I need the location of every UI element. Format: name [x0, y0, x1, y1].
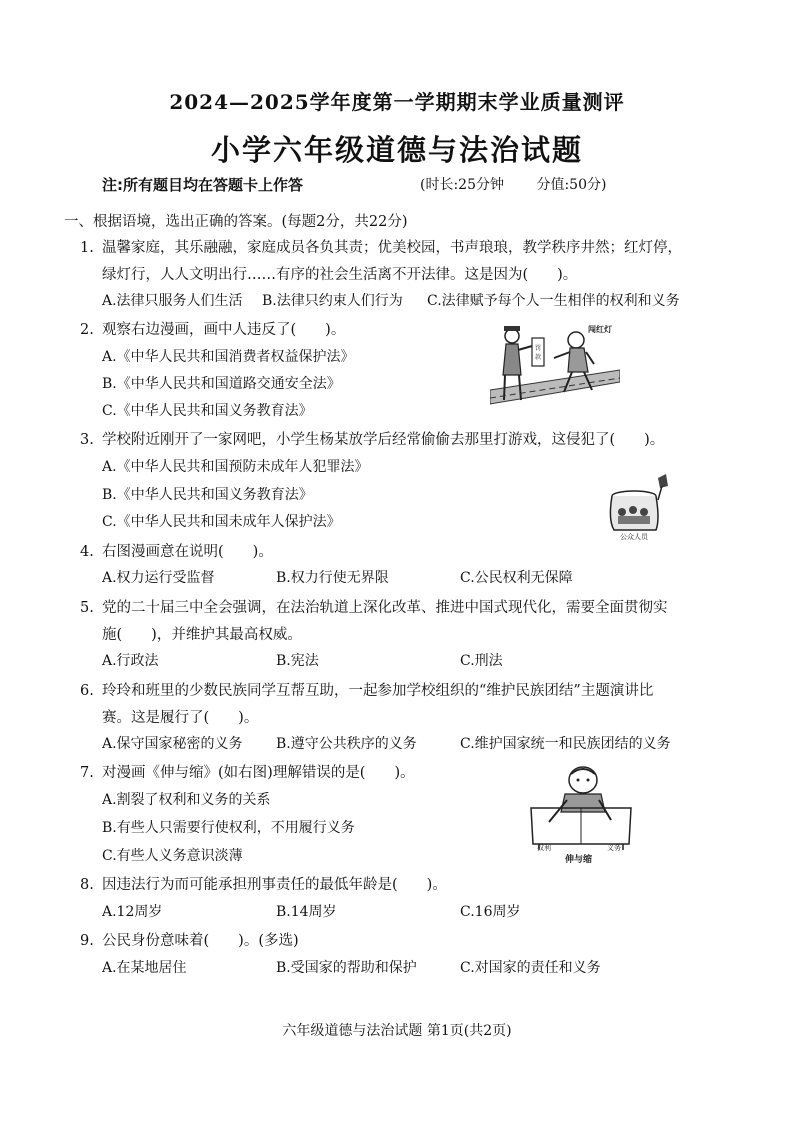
question-2	[80, 318, 345, 339]
question-5	[80, 596, 668, 617]
question-text: 施( )，并维护其最高权威。	[102, 627, 302, 643]
exam-duration: (时长:25分钟	[420, 177, 504, 193]
supervision-cartoon	[600, 472, 678, 542]
option-a: A.12周岁	[102, 904, 163, 920]
svg-text:款: 款	[535, 354, 542, 361]
question-number: 7.	[80, 765, 94, 781]
exam-meta	[420, 174, 634, 194]
exam-title: 2024—2025学年度第一学期期末学业质量测评	[169, 90, 625, 114]
cartoon-caption: 伸与缩	[565, 855, 593, 865]
option-a: A.《中华人民共和国预防未成年人犯罪法》	[102, 459, 369, 475]
option-c: C.有些人义务意识淡薄	[102, 848, 243, 864]
option-c: C.刑法	[460, 653, 503, 669]
question-number: 1.	[80, 240, 94, 256]
cartoon-caption: 公众人员	[620, 533, 648, 541]
section-heading: 一、根据语境，选出正确的答案。(每题2分，共22分)	[64, 214, 408, 230]
red-light-cartoon	[490, 320, 620, 412]
question-3	[80, 428, 664, 449]
option-b: B.法律只约束人们行为	[262, 293, 403, 309]
option-b: B.权力行使无界限	[276, 570, 389, 586]
answer-note: 注:所有题目均在答题卡上作答	[102, 176, 303, 194]
option-b: B.14周岁	[276, 904, 337, 920]
option-c: C.对国家的责任和义务	[460, 960, 601, 976]
question-number: 8.	[80, 877, 94, 893]
option-a: A.割裂了权利和义务的关系	[102, 792, 271, 808]
option-b: B.有些人只需要行使权利，不用履行义务	[102, 820, 355, 836]
question-9	[80, 929, 299, 950]
question-text: 绿灯行，人人文明出行……有序的社会生活离不开法律。这是因为( )。	[102, 267, 578, 283]
option-a: A.《中华人民共和国消费者权益保护法》	[102, 349, 355, 365]
page-footer: 六年级道德与法治试题 第1页(共2页)	[282, 1023, 512, 1039]
cartoon-sign-text: 闯红灯	[588, 325, 612, 334]
cartoon-right-label: 义务	[607, 844, 621, 852]
option-b: B.遵守公共秩序的义务	[276, 736, 417, 752]
option-a: A.行政法	[102, 653, 159, 669]
question-text: 对漫画《伸与缩》(如右图)理解错误的是( )。	[102, 765, 415, 781]
option-a: A.保守国家秘密的义务	[102, 736, 243, 752]
option-c: C.法律赋予每个人一生相伴的权利和义务	[427, 293, 680, 309]
option-c: C.16周岁	[460, 904, 521, 920]
question-number: 9.	[80, 933, 94, 949]
stretch-shrink-cartoon	[525, 764, 637, 866]
question-6	[80, 679, 653, 700]
question-number: 6.	[80, 683, 94, 699]
question-text: 学校附近刚开了一家网吧，小学生杨某放学后经常偷偷去那里打游戏，这侵犯了( )。	[102, 432, 665, 448]
option-a: A.法律只服务人们生活	[102, 293, 243, 309]
question-text: 因违法行为而可能承担刑事责任的最低年龄是( )。	[102, 877, 447, 893]
question-text: 党的二十届三中全会强调，在法治轨道上深化改革、推进中国式现代化，需要全面贯彻实	[102, 600, 668, 616]
option-c: C.公民权利无保障	[460, 570, 573, 586]
question-text: 公民身份意味着( )。(多选)	[102, 933, 299, 949]
cartoon-left-label: 权利	[537, 844, 551, 852]
question-number: 2.	[80, 322, 94, 338]
question-number: 3.	[80, 432, 94, 448]
exam-score: 分值:50分)	[536, 177, 607, 193]
option-b: B.《中华人民共和国道路交通安全法》	[102, 376, 341, 392]
question-text: 赛。这是履行了( )。	[102, 710, 259, 726]
option-b: B.宪法	[276, 653, 319, 669]
question-1	[80, 236, 682, 257]
question-4	[80, 540, 273, 561]
option-b: B.《中华人民共和国义务教育法》	[102, 487, 313, 503]
question-8	[80, 873, 447, 894]
option-a: A.在某地居住	[102, 960, 187, 976]
question-number: 5.	[80, 600, 94, 616]
question-number: 4.	[80, 544, 94, 560]
option-c: C.《中华人民共和国义务教育法》	[102, 403, 313, 419]
exam-subtitle: 小学六年级道德与法治试题	[210, 133, 583, 167]
option-a: A.权力运行受监督	[102, 570, 215, 586]
question-text: 玲玲和班里的少数民族同学互帮互助，一起参加学校组织的“维护民族团结”主题演讲比	[102, 683, 654, 699]
question-7	[80, 761, 415, 782]
question-text: 温馨家庭，其乐融融，家庭成员各负其责；优美校园，书声琅琅，教学秩序井然；红灯停，	[102, 240, 682, 256]
question-text: 右图漫画意在说明( )。	[102, 544, 273, 560]
svg-text:罚: 罚	[535, 345, 542, 352]
question-text: 观察右边漫画，画中人违反了( )。	[102, 322, 346, 338]
option-c: C.维护国家统一和民族团结的义务	[460, 736, 671, 752]
option-b: B.受国家的帮助和保护	[276, 960, 417, 976]
option-c: C.《中华人民共和国未成年人保护法》	[102, 514, 341, 530]
